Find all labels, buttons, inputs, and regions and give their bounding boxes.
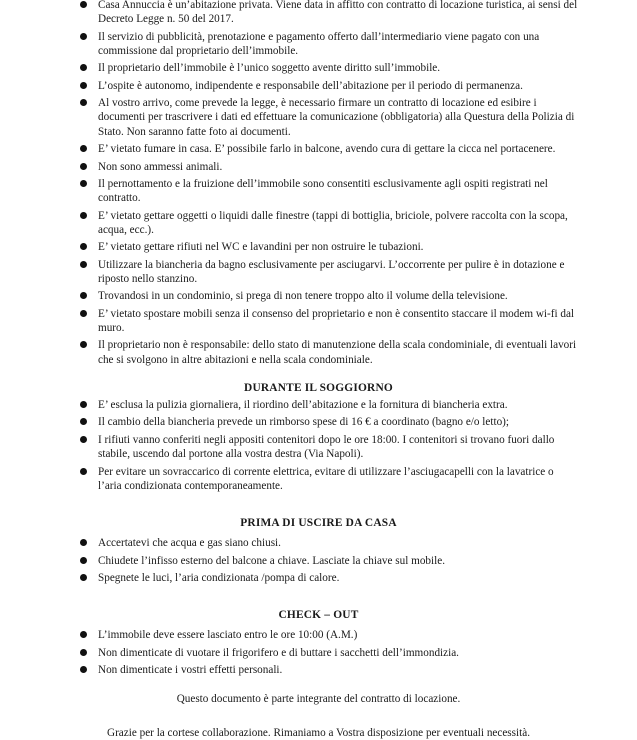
rule-text: Utilizzare la biancheria da bagno esclusivamente per asciugarvi. L’occorrente per pulire è in dotazione e riposto nello stanzino. [98, 258, 565, 285]
bullet-icon [80, 82, 87, 89]
rule-text: Al vostro arrivo, come prevede la legge, è necessario firmare un contratto di locazione ed esibire i documenti per trascrivere i dati ed effettuare la comunicazione (obbligatoria) alla Questura della Polizia di Stato. Non saranno fatte foto ai documenti. [98, 97, 575, 138]
rule-text: Casa Annuccia è un’abitazione privata. Viene data in affitto con contratto di locazione turistica, ai sensi del Decreto Legge n. 50 del 2017. [98, 0, 578, 26]
bullet-icon [80, 1, 87, 8]
rule-text: Per evitare un sovraccarico di corrente elettrica, evitare di utilizzare l’asciugacapelli con la lavatrice o l’aria condizionata contemporaneamente. [98, 465, 554, 492]
list-item [0, 209, 637, 238]
bullet-icon [80, 212, 87, 219]
rule-text: E’ vietato gettare rifiuti nel WC e lavandini per non ostruire le tubazioni. [98, 241, 424, 254]
bullet-icon [80, 666, 87, 673]
list-item [0, 258, 637, 287]
list-item [0, 160, 637, 174]
bullet-icon [80, 557, 87, 564]
thanks-note: Grazie per la cortese collaborazione. Rimaniamo a Vostra disposizione per eventuali necessità. [107, 727, 530, 740]
bullet-icon [80, 180, 87, 187]
rule-text: Il proprietario non è responsabile: dello stato di manutenzione della scala condominiale, di eventuali lavori che si svolgono in altre abitazioni e nella scala condominiale. [98, 339, 577, 366]
list-item [0, 628, 637, 642]
bullet-icon [80, 310, 87, 317]
bullet-icon [80, 418, 87, 425]
before-leaving-list [0, 536, 637, 585]
rule-text: E’ esclusa la pulizia giornaliera, il riordino dell’abitazione e la fornitura di biancheria extra. [98, 399, 508, 412]
rule-text: Non sono ammessi animali. [98, 160, 223, 173]
list-item [0, 240, 637, 254]
rule-text: E’ vietato gettare oggetti o liquidi dalle finestre (tappi di bottiglia, briciole, polvere raccolta con la scopa, acqua, ecc.). [98, 209, 568, 236]
bullet-icon [80, 631, 87, 638]
bullet-icon [80, 145, 87, 152]
list-item [0, 536, 637, 550]
bullet-icon [80, 539, 87, 546]
rule-text: Il proprietario dell’immobile è l’unico soggetto avente diritto sull’immobile. [98, 62, 441, 75]
bullet-icon [80, 33, 87, 40]
rule-text: Chiudete l’infisso esterno del balcone a chiave. Lasciate la chiave sul mobile. [98, 554, 445, 567]
section-heading-before-leaving: PRIMA DI USCIRE DA CASA [240, 517, 397, 530]
bullet-icon [80, 468, 87, 475]
list-item [0, 663, 637, 677]
list-item [0, 307, 637, 336]
bullet-icon [80, 292, 87, 299]
contract-integral-note: Questo documento è parte integrante del contratto di locazione. [176, 693, 461, 706]
rule-text: Trovandosi in un condominio, si prega di non tenere troppo alto il volume della televisione. [98, 290, 508, 303]
bullet-icon [80, 401, 87, 408]
rule-text: Il servizio di pubblicità, prenotazione e pagamento offerto dall’intermediario viene pagato con una commissione dal proprietario dell’immobile. [98, 30, 540, 57]
section-heading-during-stay: DURANTE IL SOGGIORNO [244, 382, 393, 395]
rule-text: L’ospite è autonomo, indipendente e responsabile dell’abitazione per il periodo di permanenza. [98, 79, 523, 92]
bullet-icon [80, 574, 87, 581]
during-stay-list [0, 398, 637, 493]
rule-text: E’ vietato fumare in casa. E’ possibile farlo in balcone, avendo cura di gettare la cicca nel portacenere. [98, 143, 556, 156]
bullet-icon [80, 99, 87, 106]
list-item [0, 289, 637, 303]
bullet-icon [80, 261, 87, 268]
bullet-icon [80, 64, 87, 71]
rule-text: Non dimenticate i vostri effetti personali. [98, 663, 283, 676]
rule-text: E’ vietato spostare mobili senza il consenso del proprietario e non è consentito staccare il modem wi-fi dal muro. [98, 307, 575, 335]
check-out-list [0, 628, 637, 677]
bullet-icon [80, 243, 87, 250]
rule-text: Il pernottamento e la fruizione dell’immobile sono consentiti esclusivamente agli ospiti registrati nel contratto. [98, 177, 548, 205]
bullet-icon [80, 163, 87, 170]
bullet-icon [80, 436, 87, 443]
list-item [0, 338, 637, 367]
list-item [0, 96, 637, 139]
rule-text: Il cambio della biancheria prevede un rimborso spese di 16 € a coordinato (bagno e/o letto); [98, 416, 510, 429]
list-item [0, 415, 637, 429]
list-item [0, 554, 637, 568]
rule-text: Non dimenticate di vuotare il frigorifero e di buttare i sacchetti dell’immondizia. [98, 646, 459, 659]
list-item [0, 433, 637, 462]
section-heading-check-out: CHECK – OUT [278, 609, 359, 622]
rule-text: L’immobile deve essere lasciato entro le ore 10:00 (A.M.) [98, 629, 358, 642]
list-item [0, 398, 637, 412]
bullet-icon [80, 649, 87, 656]
rule-text: Accertatevi che acqua e gas siano chiusi. [98, 537, 281, 550]
list-item [0, 177, 637, 206]
list-item [0, 0, 637, 27]
list-item [0, 646, 637, 660]
rule-text: I rifiuti vanno conferiti negli appositi contenitori dopo le ore 18:00. I contenitori si trovano fuori dallo stabile, uscendo dal portone alla vostra destra (Via Napoli). [98, 433, 555, 461]
rule-text: Spegnete le luci, l’aria condizionata /pompa di calore. [98, 571, 340, 584]
list-item [0, 465, 637, 494]
list-item [0, 61, 637, 75]
list-item [0, 142, 637, 156]
list-item [0, 571, 637, 585]
bullet-icon [80, 341, 87, 348]
general-rules-list [0, 0, 637, 367]
list-item [0, 30, 637, 59]
list-item [0, 79, 637, 93]
